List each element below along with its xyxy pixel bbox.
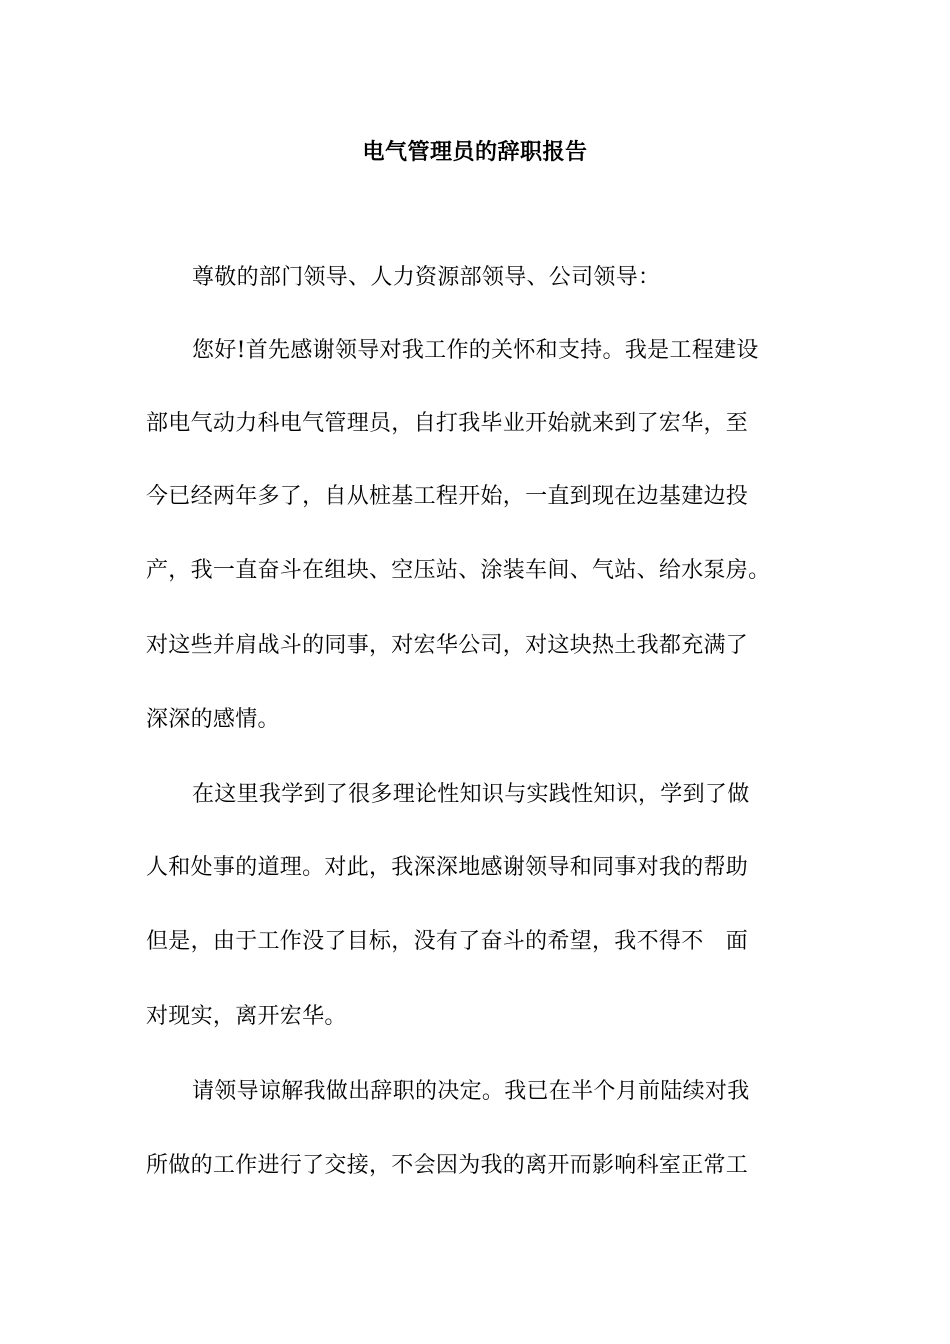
text-line: 今已经两年多了，自从桩基工程开始，一直到现在边基建边投: [146, 484, 749, 509]
text-line: 部电气动力科电气管理员，自打我毕业开始就来到了宏华，至: [146, 411, 749, 436]
text-line: 在这里我学到了很多理论性知识与实践性知识，学到了做: [192, 782, 750, 807]
text-line: 深深的感情。: [146, 707, 280, 732]
text-line: 所做的工作进行了交接，不会因为我的离开而影响科室正常工: [146, 1153, 749, 1178]
text-line: 但是，由于工作没了目标，没有了奋斗的希望，我不得不 面: [146, 929, 749, 954]
text-line: 对这些并肩战斗的同事，对宏华公司，对这块热土我都充满了: [146, 633, 749, 658]
text-line: 产，我一直奋斗在组块、空压站、涂装车间、气站、给水泵房。: [146, 558, 771, 583]
text-line: 对现实，离开宏华。: [146, 1004, 347, 1029]
text-line: 请领导谅解我做出辞职的决定。我已在半个月前陆续对我: [192, 1079, 750, 1104]
text-line: 人和处事的道理。对此，我深深地感谢领导和同事对我的帮助: [146, 855, 749, 880]
text-line: 您好!首先感谢领导对我工作的关怀和支持。我是工程建设: [192, 338, 759, 363]
document-title: 电气管理员的辞职报告: [362, 139, 588, 165]
text-line: 尊敬的部门领导、人力资源部领导、公司领导：: [192, 265, 661, 290]
